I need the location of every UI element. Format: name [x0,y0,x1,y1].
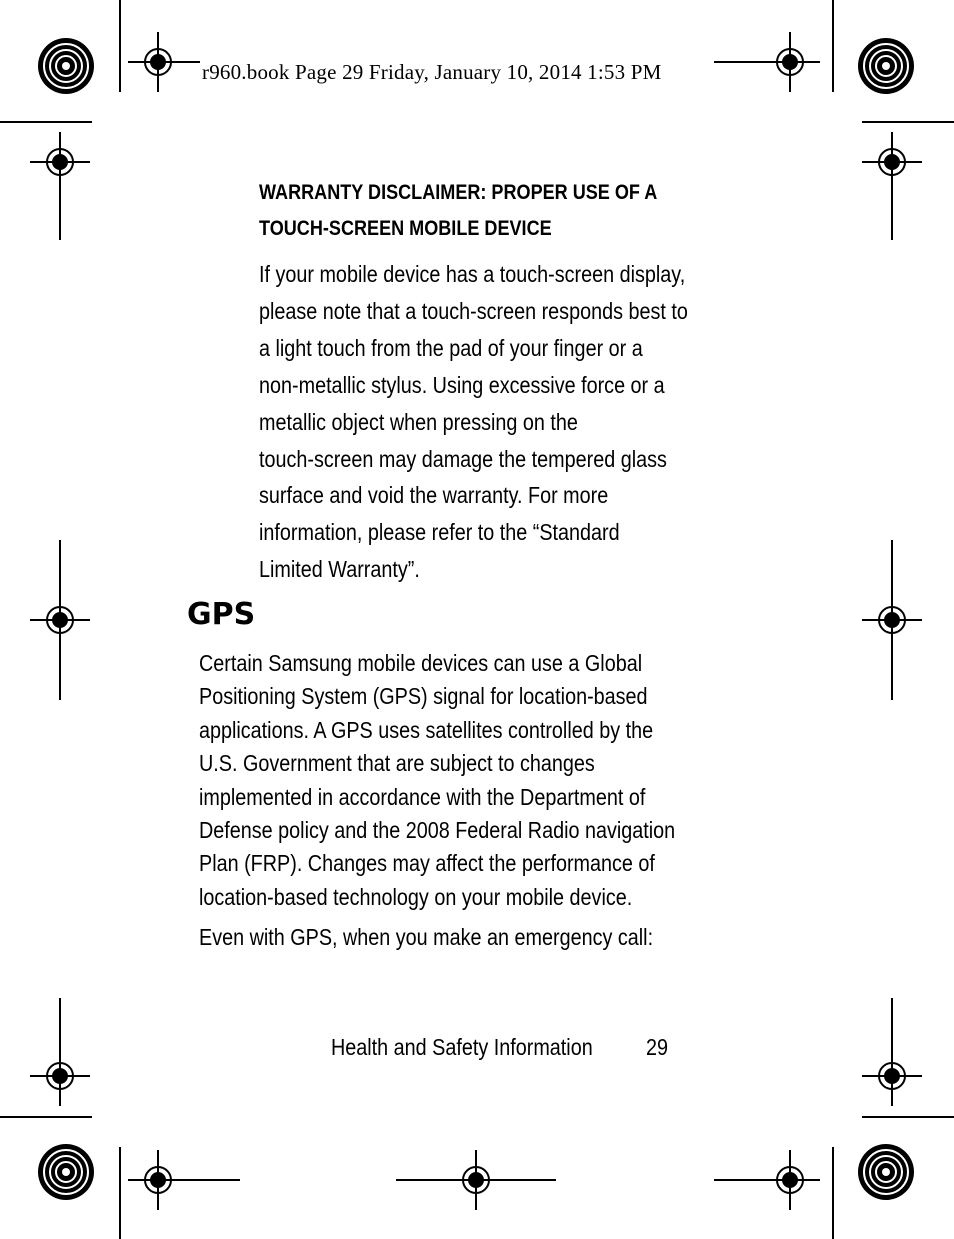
gps-body [199,647,741,914]
gps-body-line: applications. A GPS uses satellites controlled by the [199,716,654,743]
warranty-body-line: non-metallic stylus. Using excessive force or a [259,371,665,398]
warranty-body-line: surface and void the warranty. For more [259,482,609,509]
gps-body-line: implemented in accordance with the Department of [199,783,646,810]
warranty-title-line: TOUCH-SCREEN MOBILE DEVICE [259,217,552,240]
warranty-body-line: If your mobile device has a touch-screen display, [259,261,686,287]
gps-body-line: Positioning System (GPS) signal for location-based [199,683,648,710]
page-footer [331,1030,735,1064]
warranty-body-line: Limited Warranty”. [259,556,420,583]
gps-body-line: location-based technology on your mobile device. [199,883,633,910]
gps-heading: GPS [187,597,256,632]
warranty-body-line: metallic object when pressing on the [259,408,578,435]
gps-body-line: Plan (FRP). Changes may affect the performance of [199,850,655,877]
page-number: 29 [646,1034,669,1060]
print-slug: r960.book Page 29 Friday, January 10, 2014 1:53 PM [202,60,662,84]
footer-section-title: Health and Safety Information [331,1034,593,1060]
warranty-title-line: WARRANTY DISCLAIMER: PROPER USE OF A [259,181,658,204]
warranty-body-line: touch-screen may damage the tempered glass [259,445,667,472]
warranty-body-line: please note that a touch-screen responds best to [259,297,688,324]
gps-emergency-note: Even with GPS, when you make an emergency call: [199,924,654,950]
gps-body-line: Defense policy and the 2008 Federal Radio navigation [199,817,676,844]
gps-body-line: U.S. Government that are subject to changes [199,750,595,777]
gps-body-line: Certain Samsung mobile devices can use a Global [199,650,643,676]
warranty-body-line: information, please refer to the “Standard [259,519,620,546]
warranty-body [259,256,749,588]
warranty-title [259,175,741,247]
warranty-body-line: a light touch from the pad of your finger or a [259,334,643,361]
